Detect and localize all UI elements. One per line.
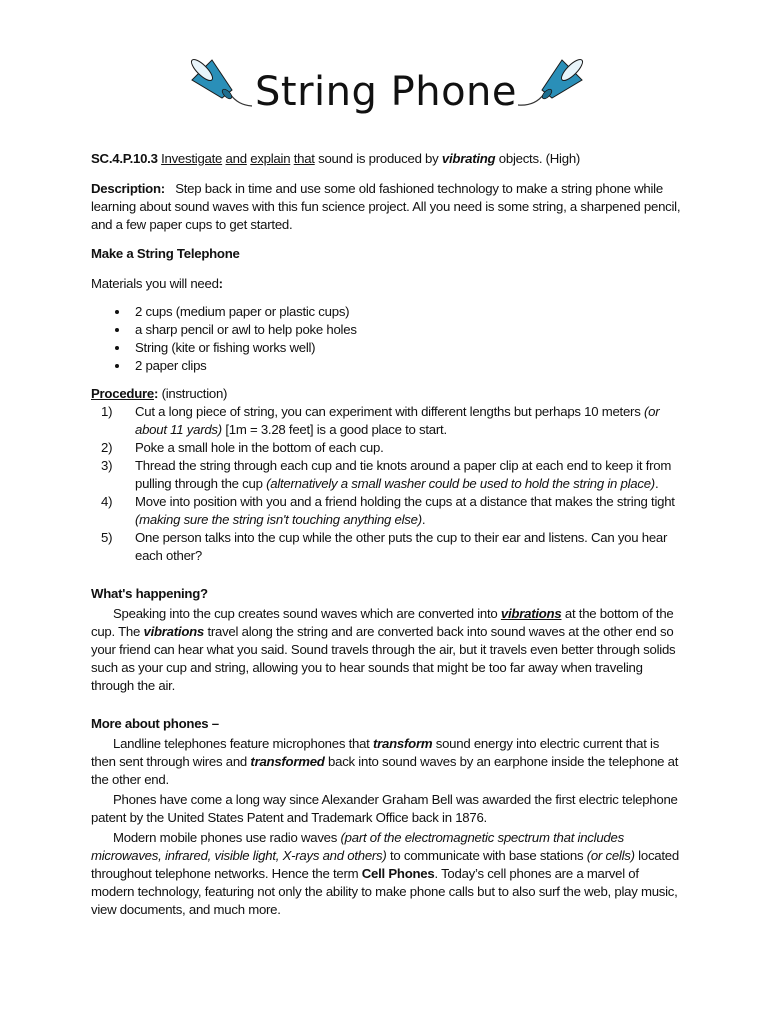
standard-code: SC.4.P.10.3: [91, 151, 158, 166]
list-item: 4) Move into position with you and a friend holding the cups at a distance that makes the string tight (making sure the string isn't touching anything else).: [101, 494, 675, 527]
happening-heading: What's happening?: [91, 586, 208, 601]
phones-heading: More about phones –: [91, 716, 219, 731]
phones-paragraph-3: Modern mobile phones use radio waves (part of the electromagnetic spectrum that includes microwaves, infrared, visible light, X-rays and others) to communicate with base stations (or cells) located throughout telephone networks. Hence the term Cell Phones. Today’s cell phones are a marvel of modern technology, featuring not only the ability to make phone calls but to also surf the web, play music, view documents, and much more.: [91, 830, 679, 917]
procedure-steps: [91, 403, 681, 565]
procedure-heading: Procedure: (instruction): [91, 386, 228, 401]
phones-paragraph-1: Landline telephones feature microphones that transform sound energy into electric current that is then sent through wires and transformed back into sound waves by an earphone inside the telephone at the other end.: [91, 736, 679, 787]
bullet-icon: [115, 346, 119, 350]
description-text: Step back in time and use some old fashioned technology to make a string phone while learning about sound waves with this fun science project. All you need is some string, a sharpened pencil, and a few paper cups to get started.: [91, 181, 681, 232]
list-item: a sharp pencil or awl to help poke holes: [91, 321, 681, 339]
list-item: 5) One person talks into the cup while the other puts the cup to their ear and listens. Can you hear each other?: [101, 530, 668, 563]
bullet-icon: [115, 310, 119, 314]
list-item: 2 cups (medium paper or plastic cups): [91, 303, 681, 321]
list-item: 3) Thread the string through each cup and tie knots around a paper clip at each end to keep it from pulling through the cup (alternatively a small washer could be used to hold the string in place).: [101, 458, 672, 491]
list-item: 1) Cut a long piece of string, you can experiment with different lengths but perhaps 10 meters (or about 11 yards) [1m = 3.28 feet] is a good place to start.: [101, 404, 660, 437]
list-item: String (kite or fishing works well): [91, 339, 681, 357]
list-item: 2 paper clips: [91, 357, 681, 375]
standard-line: SC.4.P.10.3 Investigate and explain that sound is produced by vibrating objects. (High): [91, 151, 581, 166]
list-item: 2) Poke a small hole in the bottom of each cup.: [101, 440, 384, 455]
document-body: [91, 150, 681, 921]
description-label: Description:: [91, 181, 165, 196]
materials-intro: Materials you will need:: [91, 276, 223, 291]
bullet-icon: [115, 328, 119, 332]
phones-paragraph-2: Phones have come a long way since Alexander Graham Bell was awarded the first electric telephone patent by the United States Patent and Trademark Office back in 1876.: [91, 792, 678, 825]
make-heading: Make a String Telephone: [91, 246, 240, 261]
page-title: String Phone: [255, 69, 517, 115]
happening-text: Speaking into the cup creates sound waves which are converted into vibrations at the bottom of the cup. The vibrations travel along the string and are converted back into sound waves at the other end so your friend can hear what you said. Sound travels through the air, but it travels even better through solids such as your cup and string, allowing you to hear sounds that might be too far away when traveling through the air.: [91, 606, 676, 693]
materials-list: [91, 303, 681, 375]
bullet-icon: [115, 364, 119, 368]
description: [91, 180, 681, 234]
